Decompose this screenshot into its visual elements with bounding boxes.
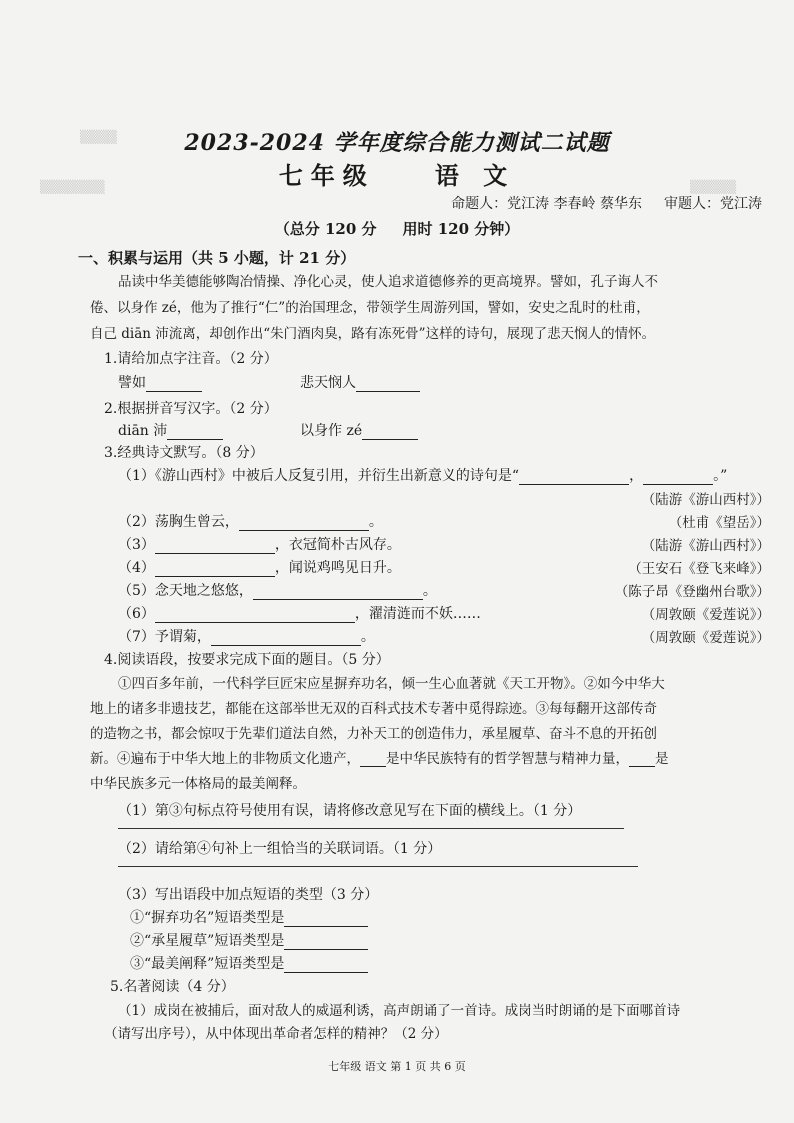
bleed-through-mark: ▒▒▒▒ — [80, 130, 117, 144]
grade-subject — [0, 156, 794, 191]
bleed-through-mark: ▒▒▒▒▒▒▒ — [40, 180, 105, 194]
q4-p4-mid: 是中华民族特有的哲学智慧与精神力量， — [386, 751, 629, 767]
poem-prompt: （5）念天地之悠悠， — [118, 583, 253, 599]
answer-blank[interactable] — [362, 439, 418, 440]
poem-end: 。 — [360, 629, 375, 645]
poem-line-4 — [118, 557, 401, 577]
answer-blank[interactable] — [211, 645, 361, 646]
exam-time: 用时 120 分钟） — [402, 220, 520, 238]
answer-line[interactable] — [118, 828, 624, 829]
answer-blank[interactable] — [155, 576, 275, 577]
score-time-line — [0, 218, 794, 239]
q4-p4-start: 新。④遍布于中华大地上的非物质文化遗产， — [90, 751, 360, 767]
poem-number: （6） — [118, 606, 155, 622]
question-4-stem: 4.阅读语段，按要求完成下面的题目。（5 分） — [104, 652, 390, 668]
exam-title: 2023-2024 学年度综合能力测试二试题 — [184, 130, 610, 156]
q5-sub1-line: （请写出序号），从中体现出革命者怎样的精神？（2 分） — [104, 1026, 448, 1042]
q4-sub2: （2）请给第④句补上一组恰当的关联词语。（1 分） — [118, 841, 442, 857]
poem-line-5 — [118, 580, 437, 600]
question-3-stem: 3.经典诗文默写。（8 分） — [104, 445, 264, 461]
q4-sub1: （1）第③句标点符号使用有误，请将修改意见写在下面的横线上。（1 分） — [118, 803, 582, 819]
poem-source: （周敦颐《爱莲说》） — [641, 630, 770, 646]
phrase-type-prompt: ②“承星履草”短语类型是 — [130, 933, 285, 949]
question-2-stem: 2.根据拼音写汉字。（2 分） — [104, 401, 278, 417]
answer-blank[interactable] — [155, 622, 355, 623]
answer-blank[interactable] — [284, 949, 368, 950]
q2-word-b: 以身作 zé — [300, 423, 363, 439]
answer-blank[interactable] — [356, 391, 420, 392]
grade-label: 七年级 — [278, 161, 375, 190]
q4-passage-line: ①四百多年前，一代科学巨匠宋应星摒弃功名，倾一生心血著就《天工开物》。②如今中华大 — [118, 676, 665, 692]
answer-blank[interactable] — [360, 766, 386, 767]
q5-sub1-line: （1）成岗在被捕后，面对敌人的威逼利诱，高声朗诵了一首诗。成岗当时朗诵的是下面哪首诗 — [118, 1003, 681, 1019]
authors-label: 命题人：党江涛 李春岭 蔡华东 — [451, 196, 642, 212]
poem-prompt: （2）荡胸生曾云， — [118, 514, 239, 530]
q4-sub3-item — [130, 953, 368, 973]
q1-word-a: 譬如 — [118, 375, 146, 391]
q4-passage-line: 的造物之书，都会惊叹于先辈们道法自然，力补天工的创造伟力，承星履草、奋斗不息的开拓创 — [90, 726, 657, 742]
question-1-item — [300, 372, 420, 392]
answer-blank[interactable] — [284, 972, 368, 973]
poem-end: ，濯清涟而不妖…… — [354, 606, 481, 622]
poem-prompt: （7）予谓菊， — [118, 629, 211, 645]
poem-number: （3） — [118, 537, 155, 553]
poem-source: （杜甫《望岳》） — [668, 515, 770, 531]
poem-line-6 — [118, 603, 481, 623]
answer-blank[interactable] — [146, 391, 202, 392]
page-footer: 七年级 语文 第 1 页 共 6 页 — [328, 1060, 466, 1073]
passage-line: 品读中华美德能够陶冶情操、净化心灵，使人追求道德修养的更高境界。譬如，孔子诲人不 — [118, 274, 658, 290]
poem-line-7 — [118, 626, 375, 646]
answer-blank[interactable] — [155, 553, 275, 554]
passage-line: 自己 diān 沛流离，却创作出“朱门酒肉臭，路有冻死骨”这样的诗句，展现了悲天悯人的情怀。 — [90, 326, 656, 342]
subject-label: 语 文 — [434, 161, 516, 190]
answer-blank[interactable] — [167, 439, 223, 440]
answer-blank[interactable] — [519, 484, 629, 485]
poem-line-3 — [118, 534, 401, 554]
q4-passage-line: 地上的诸多非遗技艺，都能在这部举世无双的百科式技术专著中觅得踪迹。③每每翻开这部传奇 — [90, 701, 657, 717]
poem-number: （4） — [118, 560, 155, 576]
total-score: （总分 120 分 — [274, 220, 377, 238]
poem-end: 。 — [368, 514, 383, 530]
passage-line: 倦、以身作 zé，他为了推行“仁”的治国理念，带领学生周游列国，譬如，安史之乱时的杜甫， — [90, 300, 650, 316]
poem-line-1: （1）《游山西村》中被后人反复引用，并衍生出新意义的诗句是“ ， 。” — [118, 468, 728, 484]
question-1-stem: 1.请给加点字注音。（2 分） — [104, 351, 278, 367]
q4-passage-line: 中华民族多元一体格局的最美阐释。 — [90, 776, 306, 792]
q4-p4-end: 是 — [655, 751, 669, 767]
poem-source: （陆游《游山西村》） — [641, 492, 770, 508]
answer-blank[interactable] — [629, 766, 655, 767]
answer-blank[interactable] — [284, 926, 368, 927]
section-heading: 一、积累与运用（共 5 小题，计 21 分） — [78, 249, 356, 267]
poem-line-2 — [118, 511, 383, 531]
q2-word-a: diān 沛 — [118, 423, 168, 439]
q1-word-b: 悲天悯人 — [300, 375, 356, 391]
question-2-item — [300, 420, 418, 440]
poem-source: （王安石《登飞来峰》） — [628, 561, 770, 577]
poem-end: ，闻说鸡鸣见日升。 — [274, 560, 401, 576]
poem-end: 。 — [422, 583, 437, 599]
question-2-item — [118, 420, 223, 440]
question-1-item — [118, 372, 202, 392]
poem-source: （周敦颐《爱莲说》） — [641, 607, 770, 623]
answer-blank[interactable] — [253, 599, 423, 600]
poem-prompt: （1）《游山西村》中被后人反复引用，并衍生出新意义的诗句是“ — [118, 468, 520, 484]
bleed-through-mark: ▒▒▒▒▒ — [690, 180, 737, 194]
q4-sub3: （3）写出语段中加点短语的类型（3 分） — [118, 887, 379, 903]
answer-line[interactable] — [118, 866, 638, 867]
reviewer-label: 审题人：党江涛 — [664, 196, 762, 212]
phrase-type-prompt: ①“摒弃功名”短语类型是 — [130, 910, 285, 926]
poem-source: （陈子昂《登幽州台歌》） — [614, 584, 770, 600]
q4-passage-line — [90, 747, 669, 767]
q4-sub3-item — [130, 930, 368, 950]
authors-line — [451, 193, 762, 213]
poem-end: 。” — [713, 468, 728, 484]
phrase-type-prompt: ③“最美阐释”短语类型是 — [130, 956, 285, 972]
answer-blank[interactable] — [643, 484, 713, 485]
question-5-stem: 5.名著阅读（4 分） — [110, 979, 235, 995]
q4-sub3-item — [130, 907, 368, 927]
poem-source: （陆游《游山西村》） — [641, 538, 770, 554]
answer-blank[interactable] — [239, 530, 369, 531]
poem-end: ，衣冠简朴古风存。 — [274, 537, 401, 553]
